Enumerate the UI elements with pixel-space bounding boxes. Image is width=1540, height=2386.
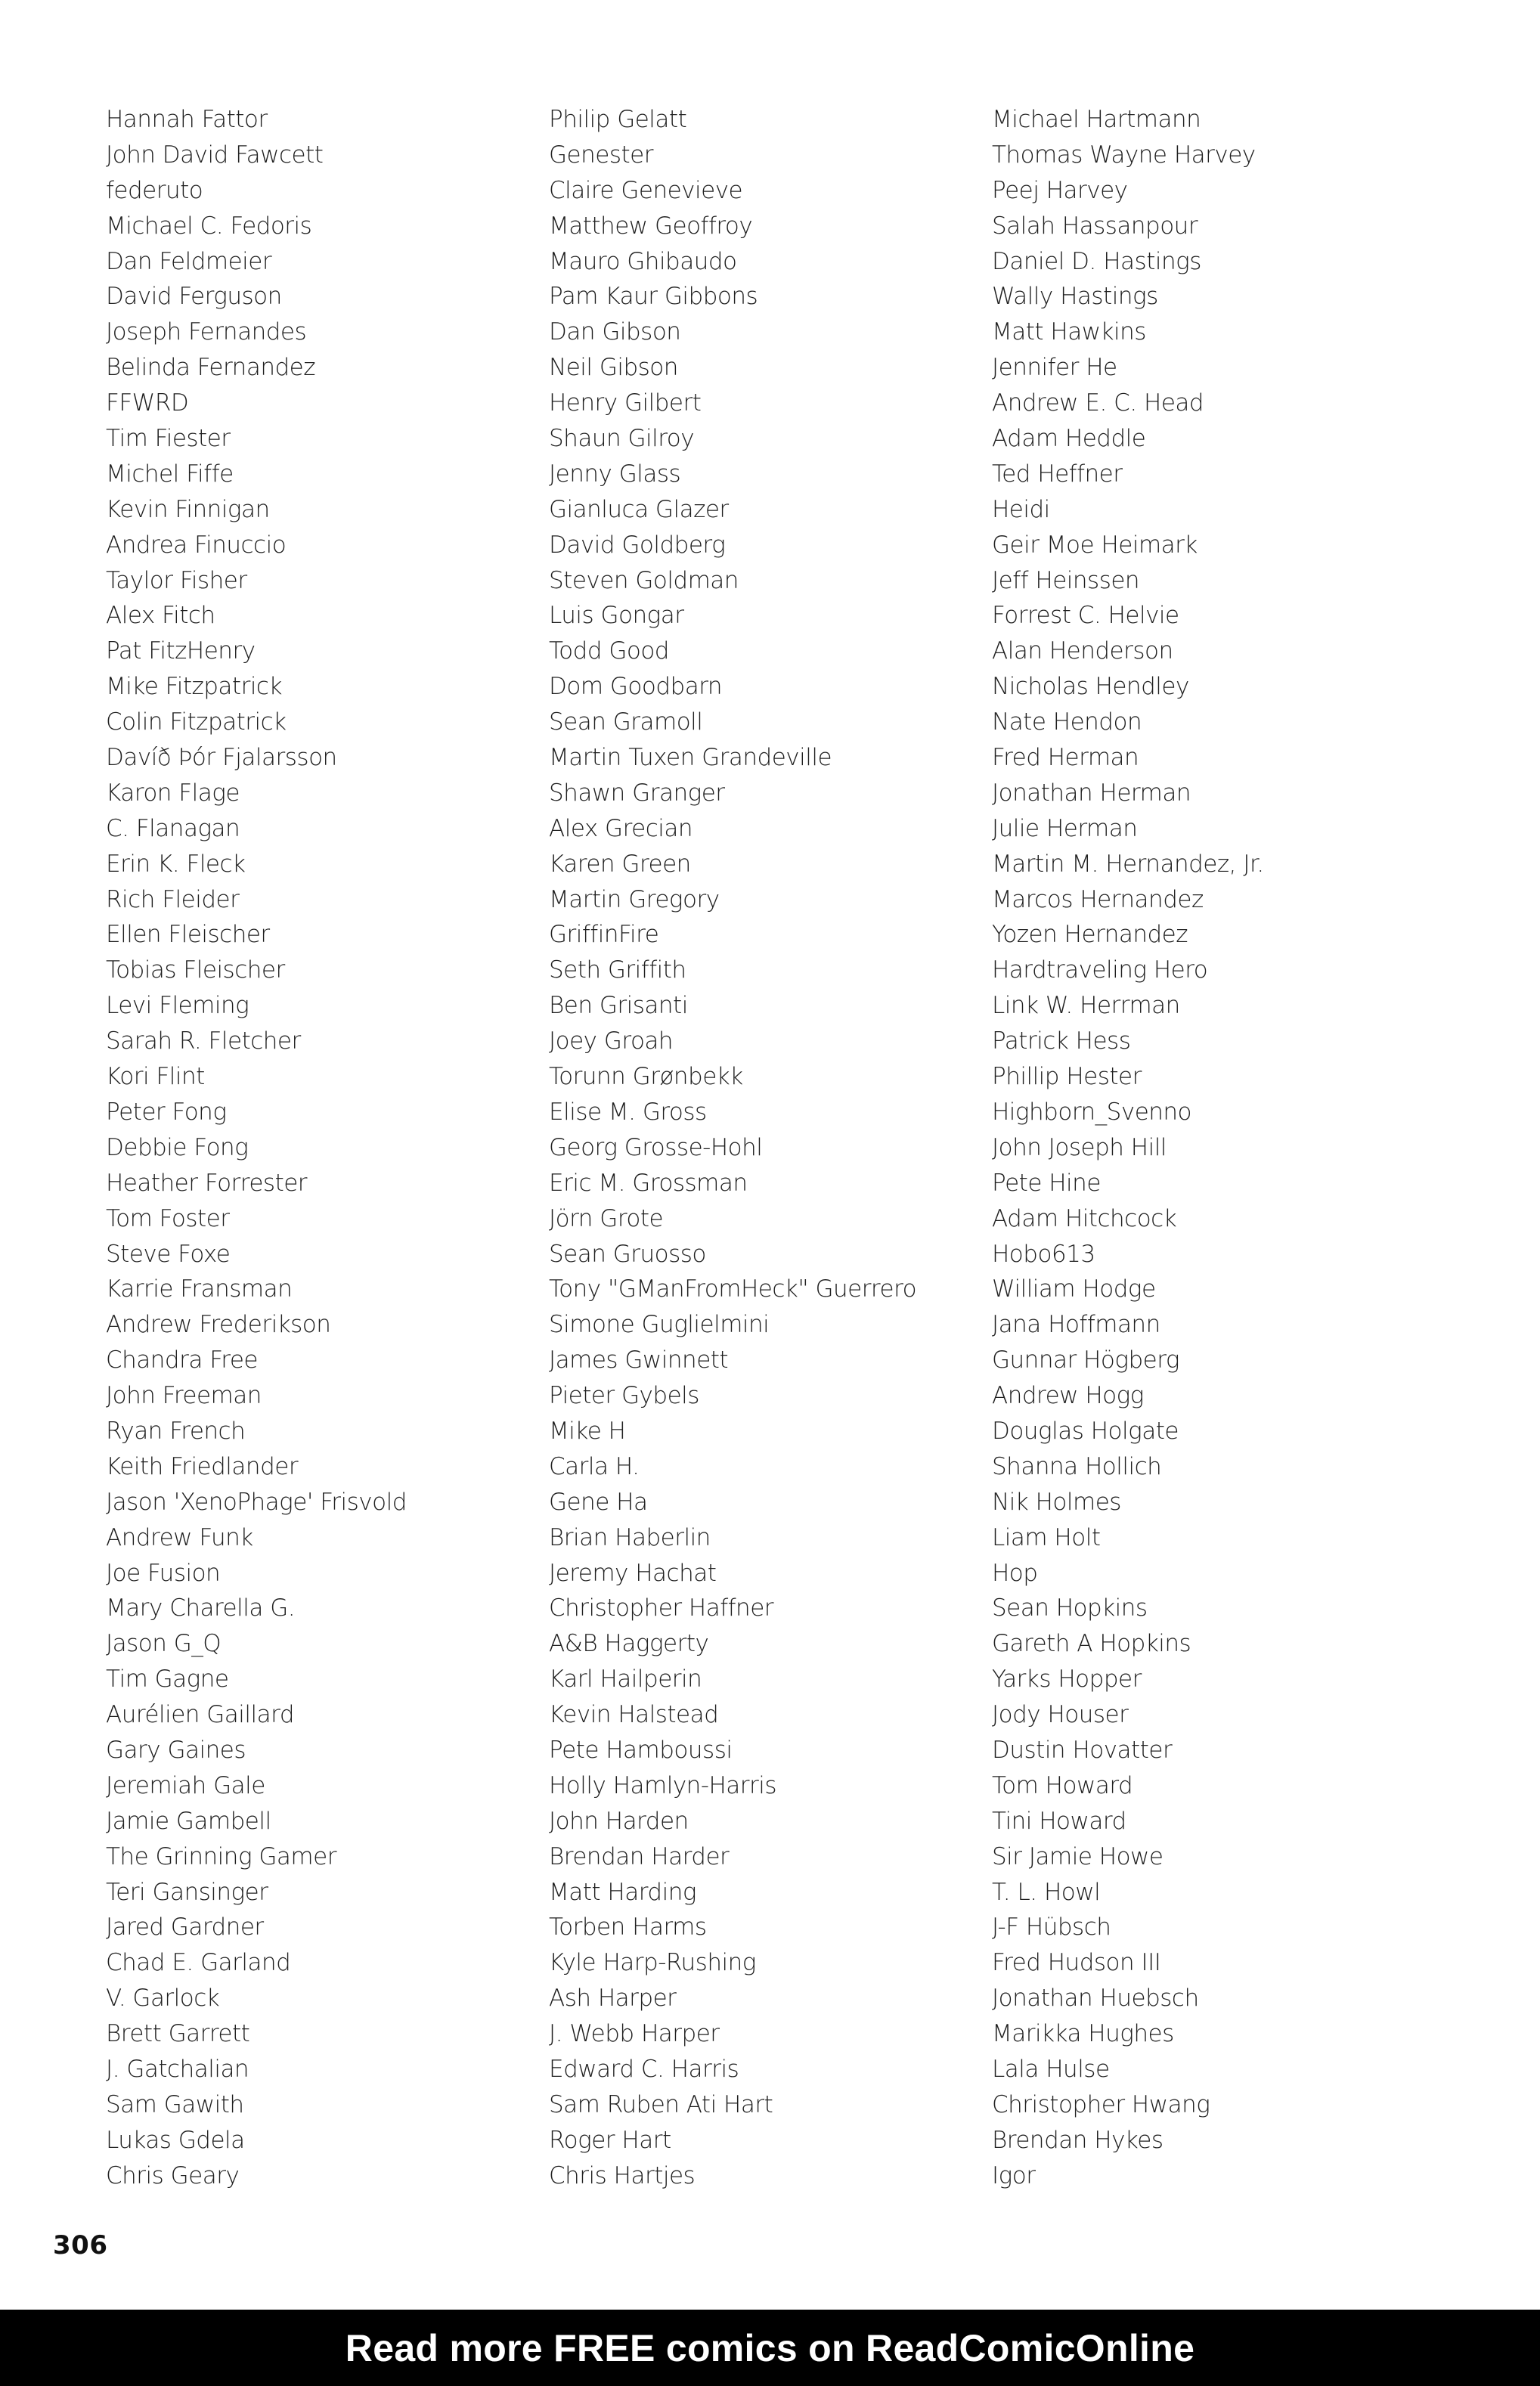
name-entry: Neil Gibson <box>549 354 678 382</box>
name-entry: David Ferguson <box>106 283 282 311</box>
name-entry: Peej Harvey <box>992 176 1128 204</box>
name-entry: Gianluca Glazer <box>549 495 729 523</box>
name-entry: Joseph Fernandes <box>106 318 307 346</box>
name-entry: Thomas Wayne Harvey <box>992 141 1256 169</box>
name-entry: Highborn_Svenno <box>992 1098 1192 1126</box>
name-entry: Sam Ruben Ati Hart <box>549 2090 773 2118</box>
name-entry: Marikka Hughes <box>992 2020 1174 2048</box>
name-entry: Chandra Free <box>106 1346 258 1374</box>
name-entry: Nicholas Hendley <box>992 673 1189 701</box>
name-entry: Pat FitzHenry <box>106 637 256 665</box>
name-entry: Hannah Fattor <box>106 106 268 133</box>
name-entry: Brian Haberlin <box>549 1523 711 1551</box>
promo-banner[interactable] <box>0 2310 1540 2386</box>
name-entry: Alex Grecian <box>549 814 693 842</box>
name-entry: Tim Gagne <box>106 1666 229 1693</box>
name-entry: Colin Fitzpatrick <box>106 708 287 736</box>
name-entry: Jennifer He <box>992 354 1117 382</box>
name-entry: John Freeman <box>106 1382 262 1410</box>
name-entry: Daniel D. Hastings <box>992 247 1201 275</box>
name-entry: Sir Jamie Howe <box>992 1842 1164 1870</box>
name-entry: Hobo613 <box>992 1240 1095 1268</box>
name-entry: FFWRD <box>106 389 189 417</box>
name-entry: Steven Goldman <box>549 566 739 594</box>
name-entry: federuto <box>106 176 203 204</box>
name-entry: Steve Foxe <box>106 1240 231 1268</box>
name-entry: J. Webb Harper <box>549 2020 720 2048</box>
name-entry: T. L. Howl <box>992 1878 1101 1906</box>
name-entry: Jason G_Q <box>106 1630 222 1658</box>
name-entry: Karen Green <box>549 850 691 878</box>
name-entry: A&B Haggerty <box>549 1630 709 1658</box>
name-entry: J-F Hübsch <box>992 1913 1111 1941</box>
name-entry: Jeremiah Gale <box>106 1771 265 1799</box>
name-entry: Georg Grosse-Hohl <box>549 1133 763 1161</box>
name-entry: Mike Fitzpatrick <box>106 673 282 701</box>
name-entry: Brendan Hykes <box>992 2126 1164 2154</box>
name-entry: Liam Holt <box>992 1523 1101 1551</box>
name-entry: Henry Gilbert <box>549 389 702 417</box>
name-entry: Philip Gelatt <box>549 106 687 133</box>
name-entry: Teri Gansinger <box>106 1878 268 1906</box>
name-entry: Alan Henderson <box>992 637 1173 665</box>
name-entry: Hop <box>992 1559 1038 1587</box>
name-entry: Chad E. Garland <box>106 1949 291 1977</box>
name-entry: Jody Houser <box>992 1701 1129 1729</box>
name-entry: Mary Charella G. <box>106 1594 296 1622</box>
name-entry: Patrick Hess <box>992 1027 1131 1055</box>
name-entry: Kevin Finnigan <box>106 495 270 523</box>
name-entry: Matt Hawkins <box>992 318 1146 346</box>
name-entry: Andrew Funk <box>106 1523 253 1551</box>
name-entry: Brett Garrett <box>106 2020 250 2048</box>
name-entry: Heather Forrester <box>106 1169 308 1197</box>
name-entry: Link W. Herrman <box>992 992 1180 1020</box>
name-entry: Joey Groah <box>549 1027 674 1055</box>
name-column-3 <box>992 104 1264 2196</box>
name-entry: Shawn Granger <box>549 779 725 807</box>
name-entry: Sam Gawith <box>106 2090 244 2118</box>
name-entry: Karrie Fransman <box>106 1275 293 1303</box>
name-entry: Fred Herman <box>992 744 1139 772</box>
name-entry: Andrew E. C. Head <box>992 389 1204 417</box>
name-entry: Davíð Þór Fjalarsson <box>106 744 337 772</box>
name-entry: Dustin Hovatter <box>992 1736 1173 1764</box>
name-entry: Tony "GManFromHeck" Guerrero <box>549 1275 917 1303</box>
name-entry: Jeff Heinssen <box>992 566 1140 594</box>
name-entry: Gareth A Hopkins <box>992 1630 1191 1658</box>
name-entry: Michael Hartmann <box>992 106 1201 133</box>
name-entry: Edward C. Harris <box>549 2055 739 2083</box>
name-entry: Kori Flint <box>106 1063 205 1091</box>
name-entry: John David Fawcett <box>106 141 324 169</box>
name-entry: Carla H. <box>549 1452 640 1480</box>
name-entry: John Joseph Hill <box>992 1133 1167 1161</box>
name-entry: Sean Gramoll <box>549 708 703 736</box>
name-entry: Wally Hastings <box>992 283 1158 311</box>
name-entry: Jana Hoffmann <box>992 1311 1160 1339</box>
name-entry: Ted Heffner <box>992 460 1123 488</box>
name-entry: Sean Hopkins <box>992 1594 1148 1622</box>
name-entry: Martin Tuxen Grandeville <box>549 744 832 772</box>
name-entry: Luis Gongar <box>549 602 684 630</box>
name-entry: Genester <box>549 141 653 169</box>
name-entry: Karon Flage <box>106 779 240 807</box>
name-entry: Yozen Hernandez <box>992 921 1188 949</box>
name-entry: Mauro Ghibaudo <box>549 247 737 275</box>
name-entry: Karl Hailperin <box>549 1666 702 1693</box>
name-entry: Ellen Fleischer <box>106 921 270 949</box>
name-entry: Jason 'XenoPhage' Frisvold <box>106 1488 407 1516</box>
name-entry: Seth Griffith <box>549 956 686 984</box>
name-entry: J. Gatchalian <box>106 2055 249 2083</box>
name-entry: Shaun Gilroy <box>549 425 695 453</box>
name-entry: Michel Fiffe <box>106 460 234 488</box>
name-entry: Gene Ha <box>549 1488 648 1516</box>
name-entry: Pete Hamboussi <box>549 1736 733 1764</box>
name-entry: Erin K. Fleck <box>106 850 246 878</box>
page-number: 306 <box>53 2230 108 2261</box>
name-entry: Igor <box>992 2161 1036 2189</box>
name-entry: Brendan Harder <box>549 1842 730 1870</box>
name-entry: James Gwinnett <box>549 1346 729 1374</box>
name-entry: Nik Holmes <box>992 1488 1121 1516</box>
name-entry: Heidi <box>992 495 1050 523</box>
name-entry: Douglas Holgate <box>992 1417 1179 1445</box>
name-entry: Shanna Hollich <box>992 1452 1162 1480</box>
name-entry: Dom Goodbarn <box>549 673 723 701</box>
name-entry: Kevin Halstead <box>549 1701 719 1729</box>
name-entry: Lukas Gdela <box>106 2126 245 2154</box>
name-entry: Tom Howard <box>992 1771 1133 1799</box>
name-entry: Kyle Harp-Rushing <box>549 1949 756 1977</box>
name-entry: Chris Geary <box>106 2161 240 2189</box>
name-entry: Peter Fong <box>106 1098 227 1126</box>
name-column-2 <box>549 104 916 2196</box>
name-entry: Ash Harper <box>549 1985 677 2013</box>
name-entry: Elise M. Gross <box>549 1098 707 1126</box>
name-entry: Jamie Gambell <box>106 1807 271 1835</box>
name-column-1 <box>106 104 407 2196</box>
name-entry: The Grinning Gamer <box>106 1842 336 1870</box>
name-entry: Rich Fleider <box>106 885 240 913</box>
name-entry: Pete Hine <box>992 1169 1101 1197</box>
name-entry: Ryan French <box>106 1417 246 1445</box>
name-entry: Jonathan Huebsch <box>992 1985 1199 2013</box>
name-entry: Joe Fusion <box>106 1559 221 1587</box>
name-entry: Salah Hassanpour <box>992 212 1198 240</box>
name-entry: Adam Heddle <box>992 425 1146 453</box>
name-entry: Martin Gregory <box>549 885 720 913</box>
name-entry: Forrest C. Helvie <box>992 602 1179 630</box>
name-entry: V. Garlock <box>106 1985 220 2013</box>
name-entry: Dan Feldmeier <box>106 247 272 275</box>
name-entry: Fred Hudson III <box>992 1949 1161 1977</box>
name-entry: Julie Herman <box>992 814 1138 842</box>
name-entry: Holly Hamlyn-Harris <box>549 1771 777 1799</box>
name-entry: Tini Howard <box>992 1807 1126 1835</box>
name-entry: John Harden <box>549 1807 689 1835</box>
name-entry: Eric M. Grossman <box>549 1169 748 1197</box>
name-entry: Pam Kaur Gibbons <box>549 283 758 311</box>
name-entry: Gunnar Högberg <box>992 1346 1179 1374</box>
name-entry: Ben Grisanti <box>549 992 688 1020</box>
name-entry: Aurélien Gaillard <box>106 1701 295 1729</box>
name-entry: Keith Friedlander <box>106 1452 299 1480</box>
name-entry: Nate Hendon <box>992 708 1142 736</box>
name-entry: Tom Foster <box>106 1204 230 1232</box>
name-entry: Dan Gibson <box>549 318 681 346</box>
name-entry: Roger Hart <box>549 2126 671 2154</box>
name-entry: Hardtraveling Hero <box>992 956 1208 984</box>
name-entry: David Goldberg <box>549 531 726 559</box>
name-entry: Sarah R. Fletcher <box>106 1027 301 1055</box>
name-entry: Alex Fitch <box>106 602 215 630</box>
name-entry: Christopher Haffner <box>549 1594 774 1622</box>
name-entry: Simone Guglielmini <box>549 1311 770 1339</box>
name-entry: Phillip Hester <box>992 1063 1142 1091</box>
name-entry: Andrew Frederikson <box>106 1311 331 1339</box>
name-entry: Jared Gardner <box>106 1913 264 1941</box>
name-entry: Michael C. Fedoris <box>106 212 312 240</box>
name-entry: Tim Fiester <box>106 425 231 453</box>
name-entry: Andrew Hogg <box>992 1382 1144 1410</box>
name-entry: Jörn Grote <box>549 1204 664 1232</box>
name-entry: GriffinFire <box>549 921 659 949</box>
name-entry: Lala Hulse <box>992 2055 1110 2083</box>
name-entry: Sean Gruosso <box>549 1240 706 1268</box>
name-entry: Christopher Hwang <box>992 2090 1210 2118</box>
name-columns <box>106 104 1467 2206</box>
name-entry: Jenny Glass <box>549 460 681 488</box>
name-entry: C. Flanagan <box>106 814 240 842</box>
name-entry: Mike H <box>549 1417 626 1445</box>
promo-banner-text[interactable]: Read more FREE comics on ReadComicOnline <box>345 2326 1195 2369</box>
name-entry: Claire Genevieve <box>549 176 743 204</box>
name-entry: Adam Hitchcock <box>992 1204 1177 1232</box>
name-entry: Belinda Fernandez <box>106 354 315 382</box>
name-entry: Torunn Grønbekk <box>549 1063 743 1091</box>
name-entry: Andrea Finuccio <box>106 531 287 559</box>
name-entry: Torben Harms <box>549 1913 707 1941</box>
name-entry: Pieter Gybels <box>549 1382 699 1410</box>
name-entry: Chris Hartjes <box>549 2161 696 2189</box>
name-entry: Matt Harding <box>549 1878 696 1906</box>
name-entry: Tobias Fleischer <box>106 956 285 984</box>
name-entry: William Hodge <box>992 1275 1156 1303</box>
name-entry: Yarks Hopper <box>992 1666 1142 1693</box>
name-entry: Debbie Fong <box>106 1133 249 1161</box>
name-entry: Martin M. Hernandez, Jr. <box>992 850 1264 878</box>
name-entry: Matthew Geoffroy <box>549 212 753 240</box>
name-entry: Marcos Hernandez <box>992 885 1204 913</box>
name-entry: Todd Good <box>549 637 669 665</box>
name-entry: Levi Fleming <box>106 992 249 1020</box>
name-entry: Gary Gaines <box>106 1736 246 1764</box>
name-entry: Geir Moe Heimark <box>992 531 1198 559</box>
name-entry: Jeremy Hachat <box>549 1559 717 1587</box>
name-entry: Jonathan Herman <box>992 779 1191 807</box>
name-entry: Taylor Fisher <box>106 566 247 594</box>
